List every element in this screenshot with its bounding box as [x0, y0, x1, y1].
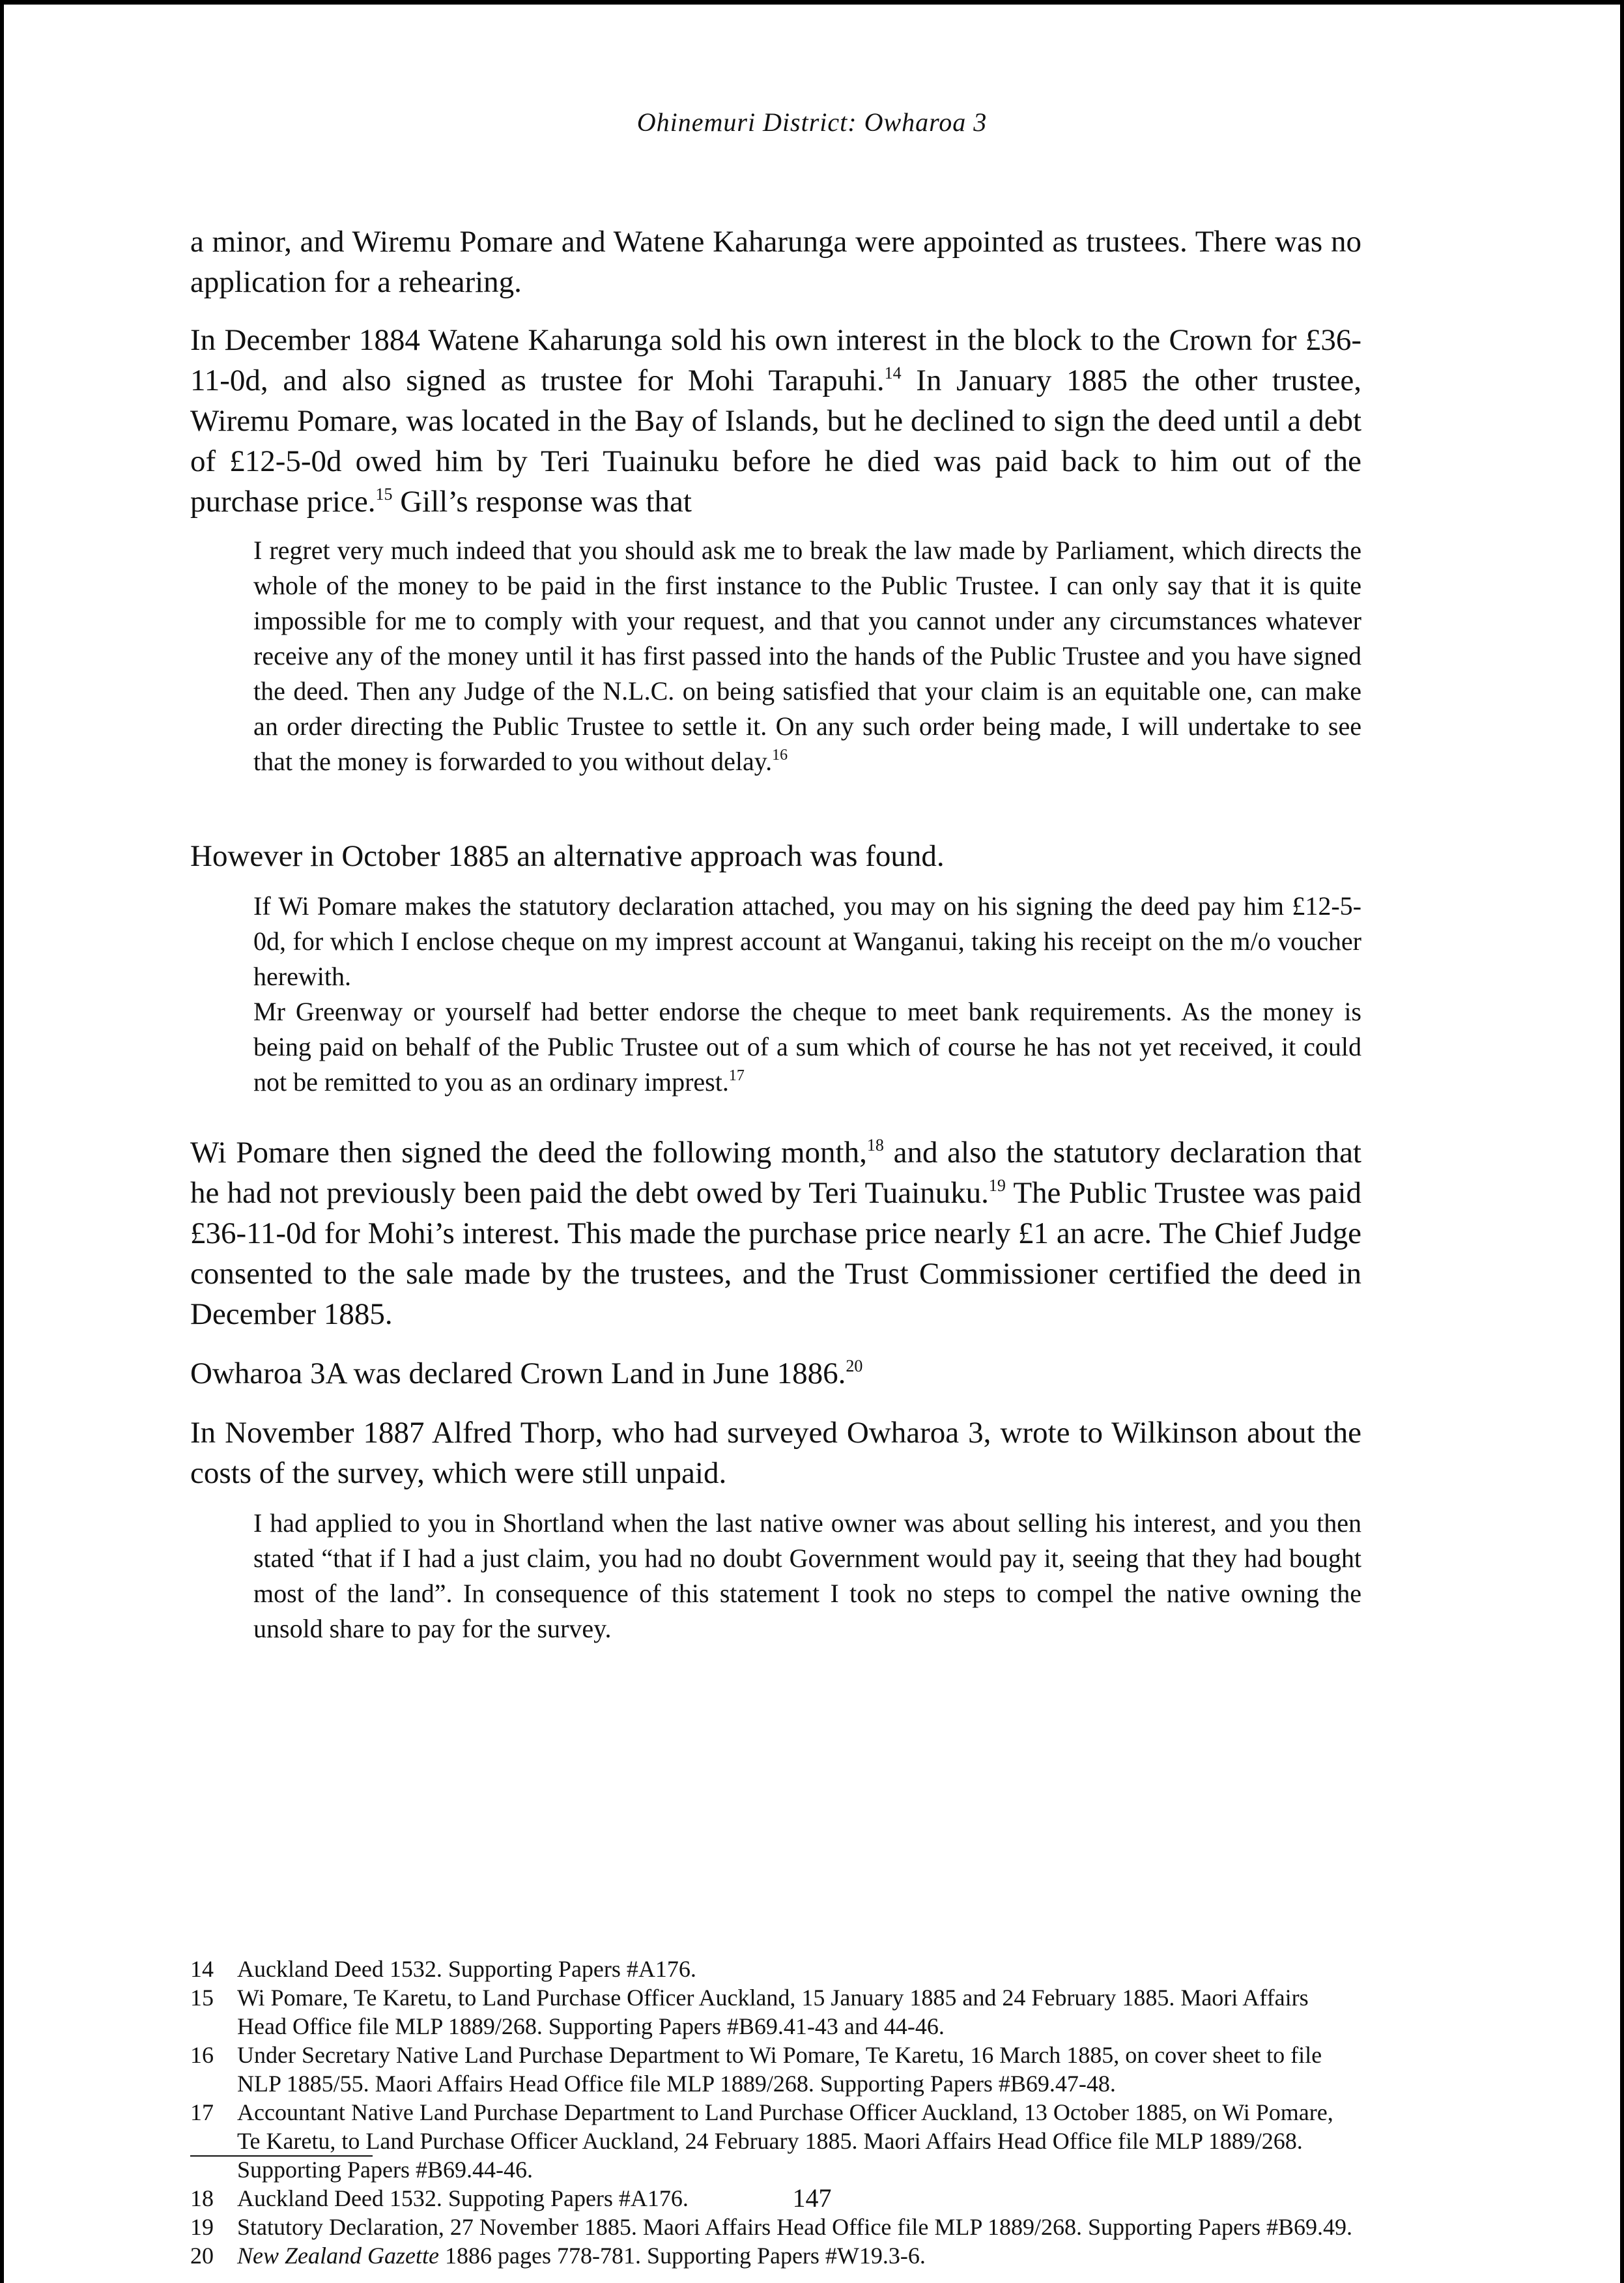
footnote-ref-18[interactable]: 18: [866, 1136, 884, 1155]
block-quote-3: Mr Greenway or yourself had better endorse the cheque to meet bank requirements. As the money is being paid on behalf of the Public Trustee out of a sum which of course he has not yet received, it could not be remitted to you as an ordinary imprest.$^{17}$: [253, 997, 1361, 1097]
block-quote-2: If Wi Pomare makes the statutory declaration attached, you may on his signing the deed pay him £12-5-0d, for which I enclose cheque on my imprest account at Wanganui, taking his receipt on the m/o voucher herewith.: [253, 891, 1361, 991]
paragraph-6: In November 1887 Alfred Thorp, who had surveyed Owharoa 3, wrote to Wilkinson about the costs of the survey, which were still unpaid.: [190, 1416, 1361, 1490]
footnote-15: 15 Wi Pomare, Te Karetu, to Land Purchase Officer Auckland, 15 January 1885 and 24 February 1885. Maori Affairs Head Office file MLP 1889/268. Supporting Papers #B69.41-43 and 44-46.: [190, 1985, 1309, 2039]
paragraph-5: Owharoa 3A was declared Crown Land in June 1886.20: [190, 1357, 863, 1390]
footnote-14: 14 Auckland Deed 1532. Supporting Papers #A176.: [190, 1956, 696, 1982]
footnote-ref-15[interactable]: 15: [375, 485, 393, 504]
footnote-20: 20 New Zealand Gazette 1886 pages 778-781. Supporting Papers #W19.3-6.: [190, 2243, 926, 2269]
footnote-16: 16 Under Secretary Native Land Purchase Department to Wi Pomare, Te Karetu, 16 March 1885, on cover sheet to file NLP 1885/55. Maori Affairs Head Office file MLP 1889/268. Supporting Papers #B69.47-48.: [190, 2042, 1322, 2097]
footnote-ref-16[interactable]: 16: [772, 747, 788, 764]
footnote-17: 17 Accountant Native Land Purchase Department to Land Purchase Officer Auckland, 13 October 1885, on Wi Pomare, Te Karetu, to Land Purchase Officer Auckland, 24 February 1885. Maori Affairs Head Office file MLP 1889/268. Supporting Papers #B69.44-46.: [190, 2099, 1333, 2183]
page-border-left: [0, 0, 4, 2283]
footnote-ref-14[interactable]: 14: [884, 364, 902, 382]
footnote-ref-20[interactable]: 20: [846, 1357, 863, 1375]
block-quote-1: I regret very much indeed that you should ask me to break the law made by Parliament, which directs the whole of the money to be paid in the first instance to the Public Trustee. I can only say that it is quite impossible for me to comply with your request, and that you cannot under any circumstances whatever receive any of the money until it has first passed into the hands of the Public Trustee and you have signed the deed. Then any Judge of the N.L.C. on being satisfied that your claim is an equitable one, can make an order directing the Public Trustee to settle it. On any such order being made, I will undertake to see that the money is forwarded to you without delay.$^{16}$: [253, 536, 1361, 776]
paragraph-4: Wi Pomare then signed the deed the following month,$^{18}$ and also the statutory declaration that he had not previously been paid the debt owed by Teri Tuainuku.$^{19}$ The Public Trustee was paid £36-11-0d for Mohi’s interest. This made the purchase price nearly £1 an acre. The Chief Judge consented to the sale made by the trustees, and the Trust Commissioner certified the deed in December 1885.: [190, 1136, 1361, 1331]
footnote-ref-19[interactable]: 19: [988, 1176, 1006, 1195]
page-border-right: [1620, 0, 1624, 2283]
footnote-18: 18 Auckland Deed 1532. Suppoting Papers #A176.: [190, 2185, 689, 2211]
footnotes: [190, 1955, 1361, 2270]
block-quote-4: I had applied to you in Shortland when the last native owner was about selling his interest, and you then stated “that if I had a just claim, you had no doubt Government would pay it, seeing that they had bought most of the land”. In consequence of this statement I took no steps to compel the native owning the unsold share to pay for the survey.: [253, 1508, 1361, 1643]
paragraph-1: a minor, and Wiremu Pomare and Watene Kaharunga were appointed as trustees. There was no application for a rehearing.: [190, 225, 1361, 299]
footnote-ref-17[interactable]: 17: [728, 1067, 745, 1084]
page-border-top: [0, 0, 1624, 5]
paragraph-3: However in October 1885 an alternative approach was found.: [190, 839, 945, 873]
page-number: 147: [792, 2183, 832, 2213]
paragraph-2: In December 1884 Watene Kaharunga sold his own interest in the block to the Crown for £36-11-0d, and also signed as trustee for Mohi Tarapuhi.$^{14}$ In January 1885 the other trustee, Wiremu Pomare, was located in the Bay of Islands, but he declined to sign the deed until a debt of £12-5-0d owed him by Teri Tuainuku before he died was paid back to him out of the purchase price.$^{15}$ Gill’s response was that: [190, 323, 1361, 519]
running-header: Ohinemuri District: Owharoa 3: [636, 108, 988, 137]
footnote-19: 19 Statutory Declaration, 27 November 1885. Maori Affairs Head Office file MLP 1889/268. Supporting Papers #B69.49.: [190, 2214, 1353, 2240]
